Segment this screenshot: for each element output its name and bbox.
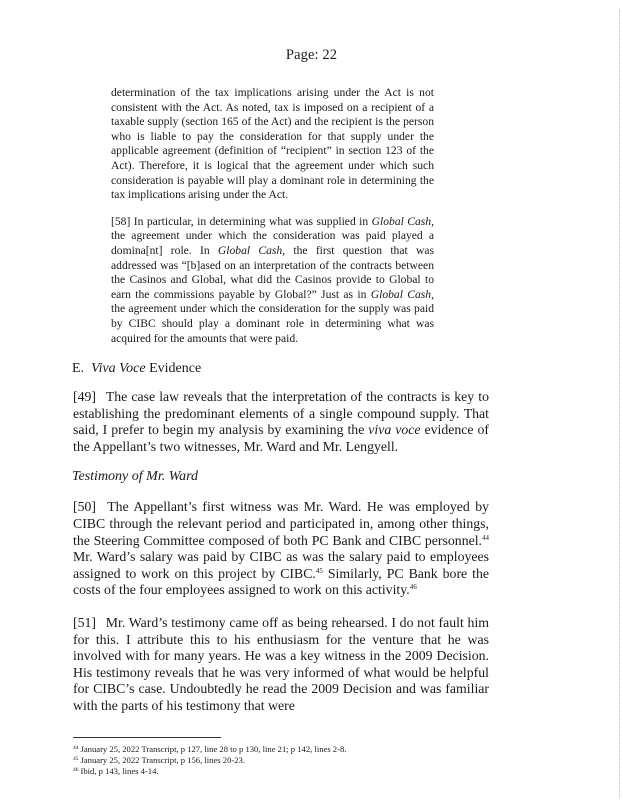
paragraph-50: [50] The Appellant’s first witness was Mr. Ward. He was employed by CIBC through the relevant period and participated in, among other things, the Steering Committee composed of both PC Bank and CIBC personnel.$^{44}$ Mr. Ward’s salary was paid by CIBC as was the salary paid to employees assigned to work on this project by CIBC.$^{45}$ Similarly, PC Bank bore the costs of the four employees assigned to work on this activity.$^{46}$	[73, 499, 489, 598]
footnote-separator	[73, 737, 221, 738]
quote-block-58: [58] In particular, in determining what was supplied in Global Cash, the agreement under which the consideration was paid played a domina[nt] role. In Global Cash, the first question that was addressed was “[b]ased on an interpretation of the contracts between the Casinos and Global, what did the Casinos provide to Global to earn the commissions payable by Global?” Just as in Global Cash, the agreement under which the consideration for the supply was paid by CIBC should play a dominant role in determining what was acquired for the amounts that were paid.	[111, 214, 434, 345]
footnote-46: $^{46}$ Ibid, p 143, lines 4-14.	[73, 766, 159, 777]
section-heading: E. Viva Voce Evidence	[72, 361, 202, 377]
footnote-44: $^{44}$ January 25, 2022 Transcript, p 127, line 28 to p 130, line 21; p 142, lines 2-8.	[73, 743, 347, 754]
quote-block-continued: determination of the tax implications arising under the Act is not consistent with the Act. As noted, tax is imposed on a recipient of a taxable supply (section 165 of the Act) and the recipient is the person who is liable to pay the consideration for that supply under the applicable agreement (definition of “recipient” in section 123 of the Act). Therefore, it is logical that the agreement under which such consideration is payable will play a dominant role in determining the tax implications arising under the Act.	[111, 86, 434, 202]
footnotes	[73, 744, 523, 778]
case-name: Global Cash,	[370, 287, 434, 301]
footnote-ref[interactable]: 45	[315, 566, 323, 575]
footnote-ref[interactable]: 46	[409, 583, 417, 592]
paragraph-51: [51] Mr. Ward’s testimony came off as being rehearsed. I do not fault him for this. I attribute this to his enthusiasm for the venture that he was involved with for many years. He was a key witness in the 2009 Decision. His testimony reveals that he was very informed of what would be helpful for CIBC’s case. Undoubtedly he read the 2009 Decision and was familiar with the parts of his testimony that were	[73, 615, 490, 713]
footnote-45: $^{45}$ January 25, 2022 Transcript, p 156, lines 20-23.	[73, 755, 245, 765]
subheading: Testimony of Mr. Ward	[72, 469, 199, 485]
paragraph-number: [49]	[73, 389, 96, 405]
footnote-ref[interactable]: 44	[482, 533, 489, 542]
page-edge-divider	[619, 10, 620, 798]
paragraph-number: [50]	[73, 499, 96, 515]
case-name: Global Cash,	[371, 214, 434, 228]
quote-paragraph-number: [58]	[111, 214, 131, 228]
paragraph-number: [51]	[73, 615, 96, 631]
paragraph-49: [49] The case law reveals that the interpretation of the contracts is key to establishing the predominant elements of a single compound supply. That said, I prefer to begin my analysis by examining the viva voce evidence of the Appellant’s two witnesses, Mr. Ward and Mr. Lengyell.	[73, 389, 489, 454]
case-name: Global Cash,	[217, 243, 286, 257]
page-number-header: Page: 22	[285, 47, 338, 63]
